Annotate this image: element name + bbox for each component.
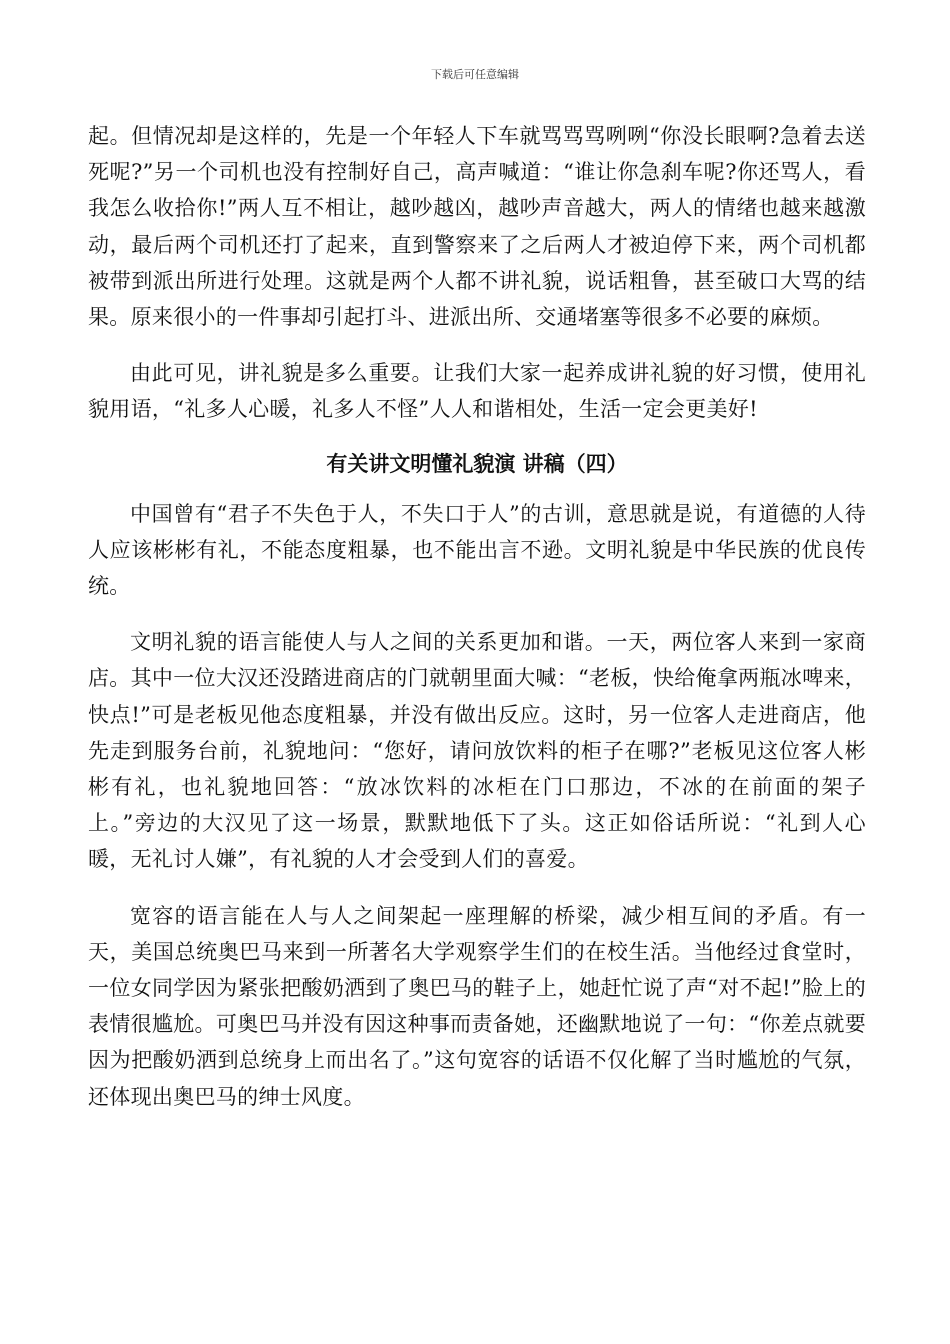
paragraph-conclusion: 由此可见，讲礼貌是多么重要。让我们大家一起养成讲礼貌的好习惯，使用礼貌用语，“礼多人心暖，礼多人不怪”人人和谐相处，生活一定会更美好! [88,361,866,422]
paragraph-politeness-story: 文明礼貌的语言能使人与人之间的关系更加和谐。一天，两位客人来到一家商店。其中一位大汉还没踏进商店的门就朝里面大喊：“老板，快给俺拿两瓶冰啤来，快点!”可是老板见他态度粗暴，并没有做出反应。这时，另一位客人走进商店，他先走到服务台前，礼貌地问：“您好，请问放饮料的柜子在哪?”老板见这位客人彬彬有礼，也礼貌地回答：“放冰饮料的冰柜在门口那边，不冰的在前面的架子上。”旁边的大汉见了这一场景，默默地低下了头。这正如俗话所说：“礼到人心暖，无礼讨人嫌”，有礼貌的人才会受到人们的喜爱。 [88,630,866,872]
section-title: 有关讲文明懂礼貌演 讲稿（四） [326,451,628,476]
paragraph-continuation: 起。但情况却是这样的，先是一个年轻人下车就骂骂骂咧咧“你没长眼啊?急着去送死呢?”另一个司机也没有控制好自己，高声喊道：“谁让你急刹车呢?你还骂人，看我怎么收拾你!”两人互不相让，越吵越凶，越吵声音越大，两人的情绪也越来越激动，最后两个司机还打了起来，直到警察来了之后两人才被迫停下来，两个司机都被带到派出所进行处理。这就是两个人都不讲礼貌，说话粗鲁，甚至破口大骂的结果。原来很小的一件事却引起打斗、进派出所、交通堵塞等很多不必要的麻烦。 [88,124,866,330]
page-header: 下载后可任意编辑 [431,68,519,81]
paragraph-tolerance-story: 宽容的语言能在人与人之间架起一座理解的桥梁，减少相互间的矛盾。有一天，美国总统奥巴马来到一所著名大学观察学生们的在校生活。当他经过食堂时，一位女同学因为紧张把酸奶洒到了奥巴马的鞋子上，她赶忙说了声“对不起!”脸上的表情很尴尬。可奥巴马并没有因这种事而责备她，还幽默地说了一句：“你差点就要因为把酸奶洒到总统身上而出名了。”这句宽容的话语不仅化解了当时尴尬的气氛，还体现出奥巴马的绅士风度。 [88,903,866,1109]
document-body [88,118,866,1135]
paragraph-intro: 中国曾有“君子不失色于人，不失口于人”的古训，意思就是说，有道德的人待人应该彬彬有礼，不能态度粗暴，也不能出言不逊。文明礼貌是中华民族的优良传统。 [88,501,866,599]
